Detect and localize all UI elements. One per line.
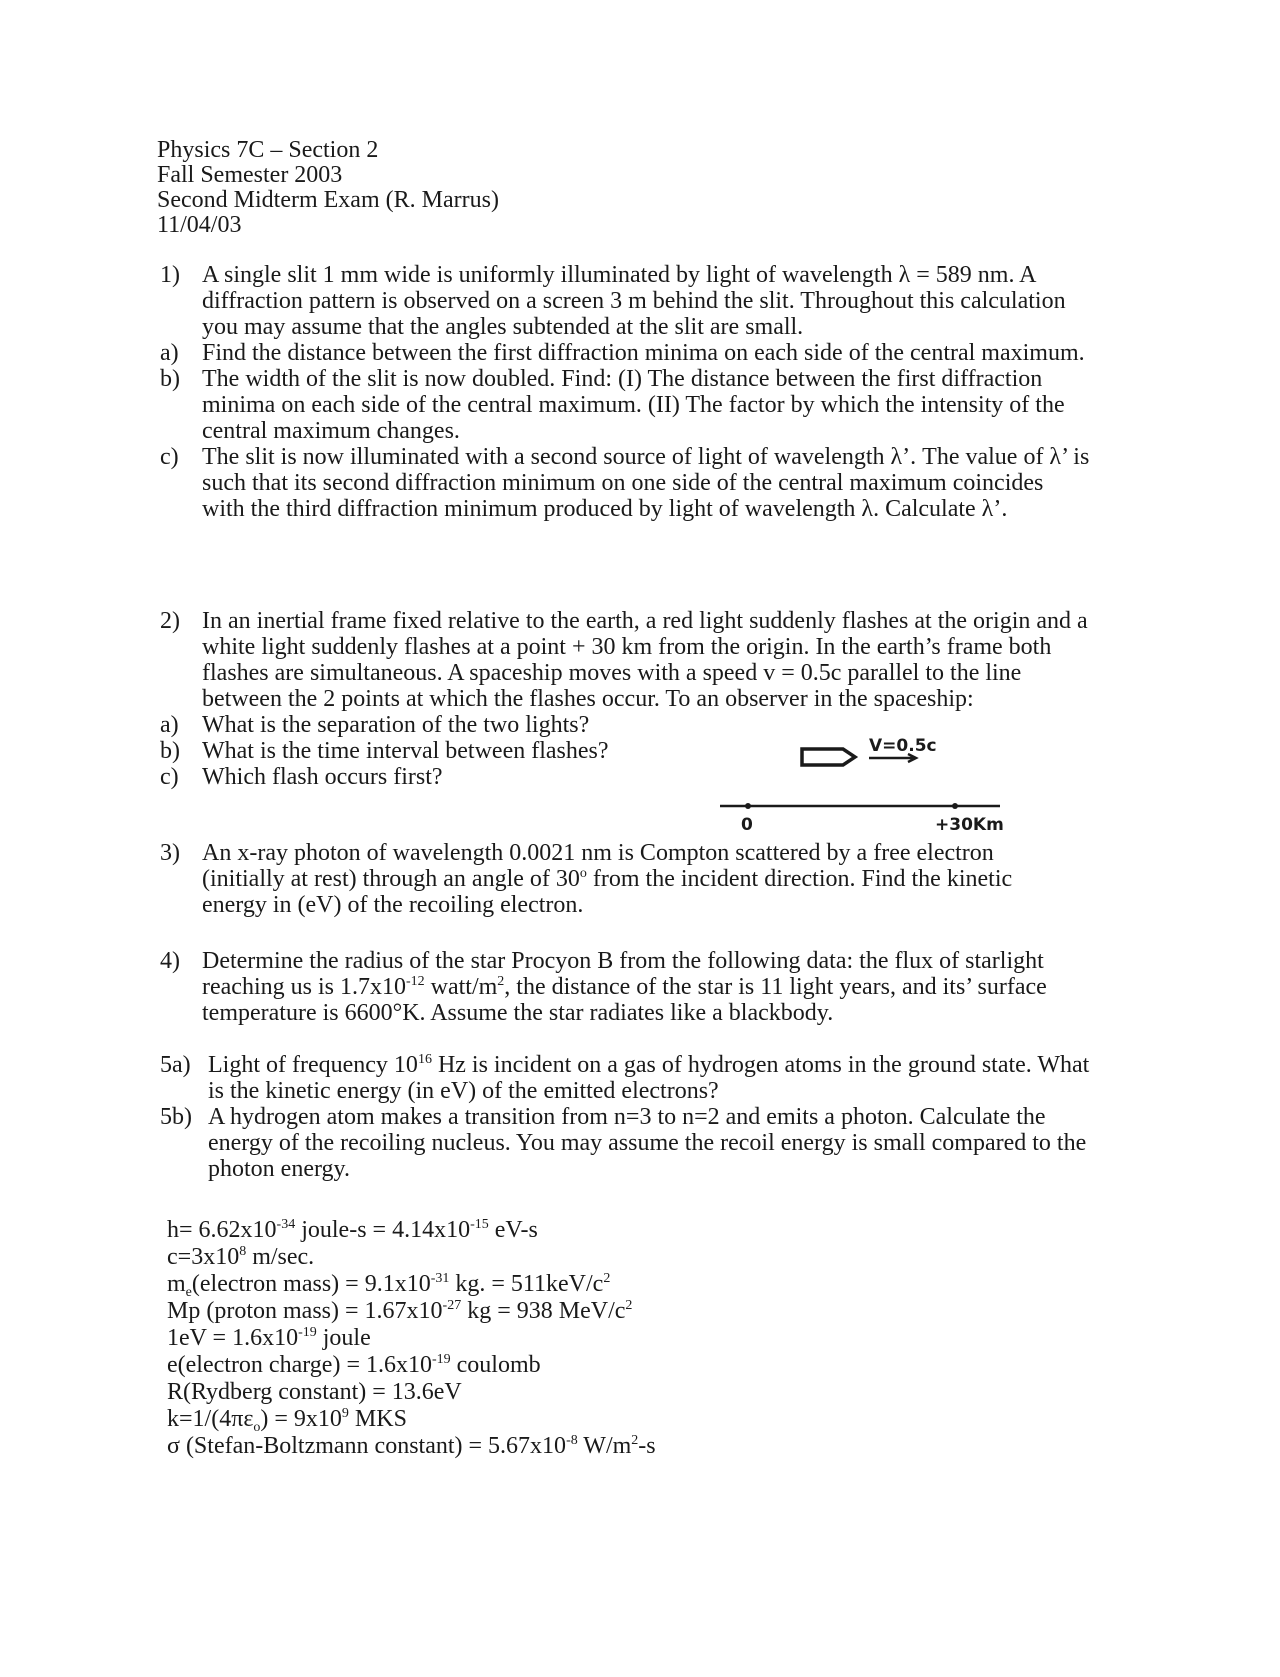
question-1-text: A single slit 1 mm wide is uniformly illuminated by light of wavelength λ = 589 nm. A diffraction pattern is observed on a screen 3 m behind the slit. Throughout this calculation you may assume that the angles subtended at the slit are small. [202,262,1066,340]
spaceship-diagram [715,728,1015,838]
question-3-text-b: from the incident direction. Find the kinetic energy in (eV) of the recoiling electron. [202,866,1013,918]
light-speed-a: c=3x10 [167,1244,240,1270]
question-3-stem [160,840,1080,918]
coulomb-b: ) = 9x10 [260,1406,342,1432]
exam-date: 11/04/03 [157,212,242,238]
proton-mass-a: Mp (proton mass) = 1.67x10 [167,1298,443,1324]
question-5b-text: A hydrogen atom makes a transition from n=3 to n=2 and emits a photon. Calculate the energy of the recoiling nucleus. You may assume the recoil energy is small compared to the photon energy. [208,1104,1087,1182]
question-4-text-b: watt/m [424,974,498,1000]
constant-coulomb [167,1406,656,1433]
electronvolt-a: 1eV = 1.6x10 [167,1325,299,1351]
spaceship-icon [802,749,855,765]
question-4 [160,948,1100,1026]
constants-list [167,1217,656,1460]
question-2-label: 2) [160,608,180,634]
constant-stefan-boltzmann [167,1433,656,1460]
stefan-b: W/m [577,1433,632,1459]
question-2-text: In an inertial frame fixed relative to the earth, a red light suddenly flashes at the origin and a white light suddenly flashes at a point + 30 km from the origin. In the earth’s frame both flashes are simultaneous. A spaceship moves with a speed v = 0.5c parallel to the line between the 2 points at which the flashes occur. To an observer in the spaceship: [202,608,1088,712]
question-4-stem [160,948,1100,1026]
question-2c [160,764,762,790]
stefan-exp: -8 [566,1433,578,1448]
proton-mass-b: kg = 938 MeV/c [461,1298,626,1324]
question-2c-text: Which flash occurs first? [202,764,443,790]
question-1 [160,262,1090,522]
point-label: +30Km [935,815,1004,835]
stefan-exp-2: 2 [631,1433,639,1448]
semester: Fall Semester 2003 [157,162,343,188]
question-5b [160,1104,1110,1182]
question-3-text-a: An x-ray photon of wavelength 0.0021 nm is Compton scattered by a free electron (initially at rest) through an angle of 30 [202,840,994,892]
electron-mass-c: kg. = 511keV/c [449,1271,604,1297]
question-5a-label: 5a) [160,1052,191,1078]
constant-light-speed [167,1244,656,1271]
course-title: Physics 7C – Section 2 [157,137,379,163]
electron-mass-exp-2: 2 [603,1271,611,1286]
question-5b-label: 5b) [160,1104,192,1130]
constant-electronvolt [167,1325,656,1352]
question-1a-label: a) [160,340,179,366]
planck-exp-2: -15 [470,1217,489,1232]
coulomb-a: k=1/(4πε [167,1406,254,1432]
constant-proton-mass [167,1298,656,1325]
coulomb-c: MKS [348,1406,407,1432]
electron-charge-exp: -19 [431,1352,451,1367]
question-1b-label: b) [160,366,180,392]
question-4-text-c: , the distance of the star is 11 light years, and its’ surface temperature is 6600°K. Assume the star radiates like a blackbody. [202,974,1047,1026]
electron-charge-b: coulomb [450,1352,541,1378]
question-5a-text-b: Hz is incident on a gas of hydrogen atoms in the ground state. What is the kinetic energy (in eV) of the emitted electrons? [208,1052,1090,1104]
stefan-a: σ (Stefan-Boltzmann constant) = 5.67x10 [167,1433,567,1459]
electron-mass-exp: -31 [430,1271,450,1286]
constant-electron-mass [167,1271,656,1298]
proton-mass-exp: -27 [442,1298,462,1313]
origin-label: 0 [741,815,753,835]
exam-header [157,138,499,238]
question-1a [160,340,1090,366]
electron-mass-sub: e [185,1285,192,1300]
electron-mass-b: (electron mass) = 9.1x10 [191,1271,431,1297]
electron-charge-a: e(electron charge) = 1.6x10 [167,1352,432,1378]
question-3-label: 3) [160,840,180,866]
coulomb-sub: o [253,1420,261,1435]
question-1c-text: The slit is now illuminated with a second source of light of wavelength λ’. The value of λ’ is such that its second diffraction minimum on one side of the central maximum coincides with the third diffraction minimum produced by light of wavelength λ. Calculate λ’. [202,444,1090,522]
question-2-stem [160,608,1100,712]
degree-mark: o [579,866,587,881]
electron-mass-a: m [167,1271,186,1297]
stefan-c: -s [638,1433,656,1459]
question-2b-text: What is the time interval between flashes? [202,738,609,764]
question-2a-label: a) [160,712,179,738]
question-1-label: 1) [160,262,180,288]
question-2b-label: b) [160,738,180,764]
question-2c-label: c) [160,764,179,790]
question-5a-text-a: Light of frequency 10 [208,1052,418,1078]
question-2b [160,738,762,764]
planck-c: eV-s [488,1217,538,1243]
constant-planck [167,1217,656,1244]
planck-a: h= 6.62x10 [167,1217,277,1243]
question-2a [160,712,762,738]
constant-electron-charge [167,1352,656,1379]
question-3 [160,840,1080,918]
question-5a [160,1052,1110,1104]
planck-exp-1: -34 [276,1217,296,1232]
question-1c [160,444,1090,522]
light-speed-exp: 8 [239,1244,247,1259]
question-1a-text: Find the distance between the first diffraction minima on each side of the central maximum. [202,340,1085,366]
light-speed-b: m/sec. [246,1244,315,1270]
electronvolt-exp: -19 [298,1325,317,1340]
question-4-text-a: Determine the radius of the star Procyon B from the following data: the flux of starlight reaching us is 1.7x10 [202,948,1044,1000]
frequency-exponent: 16 [417,1052,432,1067]
question-1b-text: The width of the slit is now doubled. Find: (I) The distance between the first diffraction minima on each side of the central maximum. (II) The factor by which the intensity of the central maximum changes. [202,366,1065,444]
question-2a-text: What is the separation of the two lights? [202,712,590,738]
origin-marker [745,803,751,809]
proton-mass-exp-2: 2 [625,1298,633,1313]
electronvolt-b: joule [316,1325,371,1351]
question-1b [160,366,1090,444]
exam-title: Second Midterm Exam (R. Marrus) [157,187,499,213]
question-1-stem [160,262,1090,340]
area-exponent: 2 [497,974,505,989]
point-marker [952,803,958,809]
question-1c-label: c) [160,444,179,470]
constant-rydberg: R(Rydberg constant) = 13.6eV [167,1379,462,1405]
planck-b: joule-s = 4.14x10 [295,1217,471,1243]
velocity-label: V=0.5c [869,736,937,756]
flux-exponent: -12 [405,974,425,989]
question-5 [160,1052,1110,1182]
coulomb-exp: 9 [341,1406,349,1421]
question-4-label: 4) [160,948,180,974]
